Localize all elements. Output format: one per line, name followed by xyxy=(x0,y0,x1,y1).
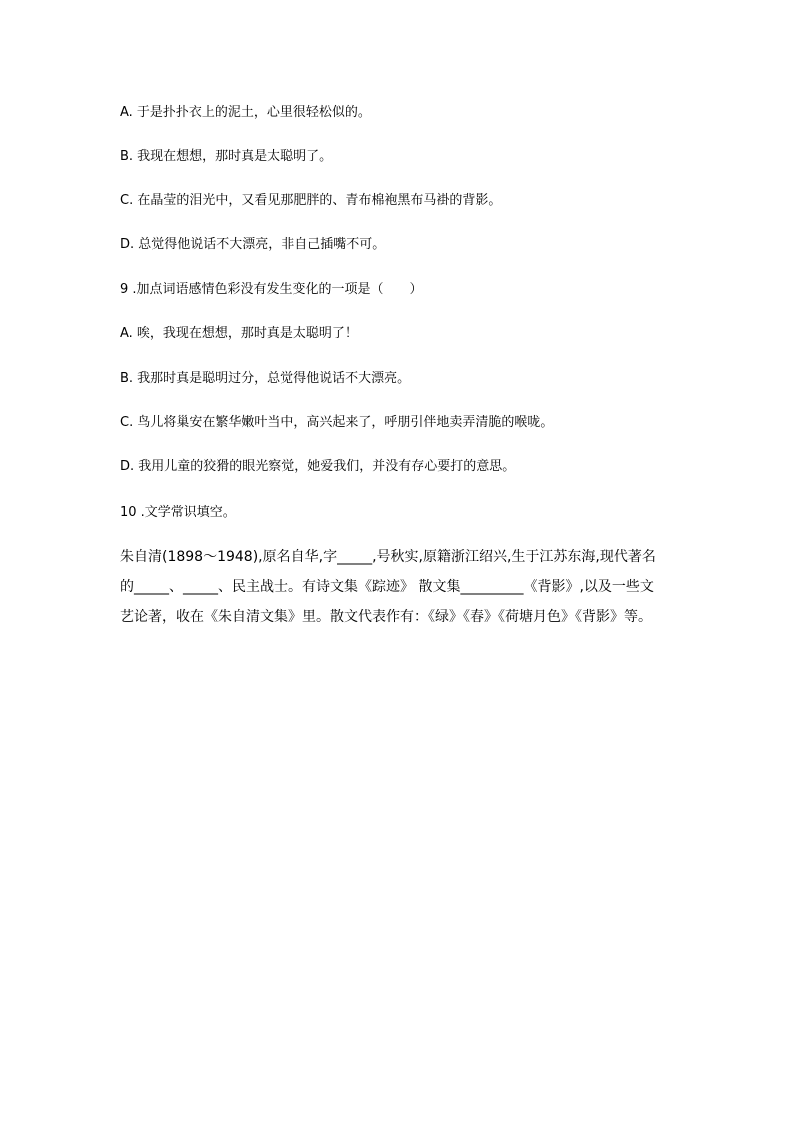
q9-option-a: A. 唉，我现在想想，那时真是太聪明了！ xyxy=(120,326,358,341)
q9-option-d: D. 我用儿童的狡猾的眼光察觉，她爱我们，并没有存心要打的意思。 xyxy=(120,459,516,474)
q8-option-b: B. 我现在想想，那时真是太聪明了。 xyxy=(120,149,333,164)
q10-line-2: 的_____、_____、民主战士。有诗文集《踪迹》 散文集_________《背影》,以及一些文 xyxy=(120,579,654,595)
q8-option-d: D. 总觉得他说话不大漂亮，非自己插嘴不可。 xyxy=(120,237,386,252)
q8-option-a: A. 于是扑扑衣上的泥土，心里很轻松似的。 xyxy=(120,105,371,120)
q10-stem: 10 .文学常识填空。 xyxy=(120,505,236,520)
q10-paragraph xyxy=(120,542,680,632)
q9-option-c: C. 鸟儿将巢安在繁华嫩叶当中，高兴起来了，呼朋引伴地卖弄清脆的喉咙。 xyxy=(120,415,554,430)
q10-line-1: 朱自清(1898～1948),原名自华,字_____,号秋实,原籍浙江绍兴,生于江苏东海,现代著名 xyxy=(120,549,656,565)
q9-stem: 9 .加点词语感情色彩没有发生变化的一项是（ ） xyxy=(120,282,423,297)
q10-line-3: 艺论著，收在《朱自清文集》里。散文代表作有：《绿》《春》《荷塘月色》《背影》等。 xyxy=(120,609,652,625)
q8-option-c: C. 在晶莹的泪光中，又看见那肥胖的、青布棉袍黑布马褂的背影。 xyxy=(120,193,502,208)
q9-option-b: B. 我那时真是聪明过分，总觉得他说话不大漂亮。 xyxy=(120,371,411,386)
